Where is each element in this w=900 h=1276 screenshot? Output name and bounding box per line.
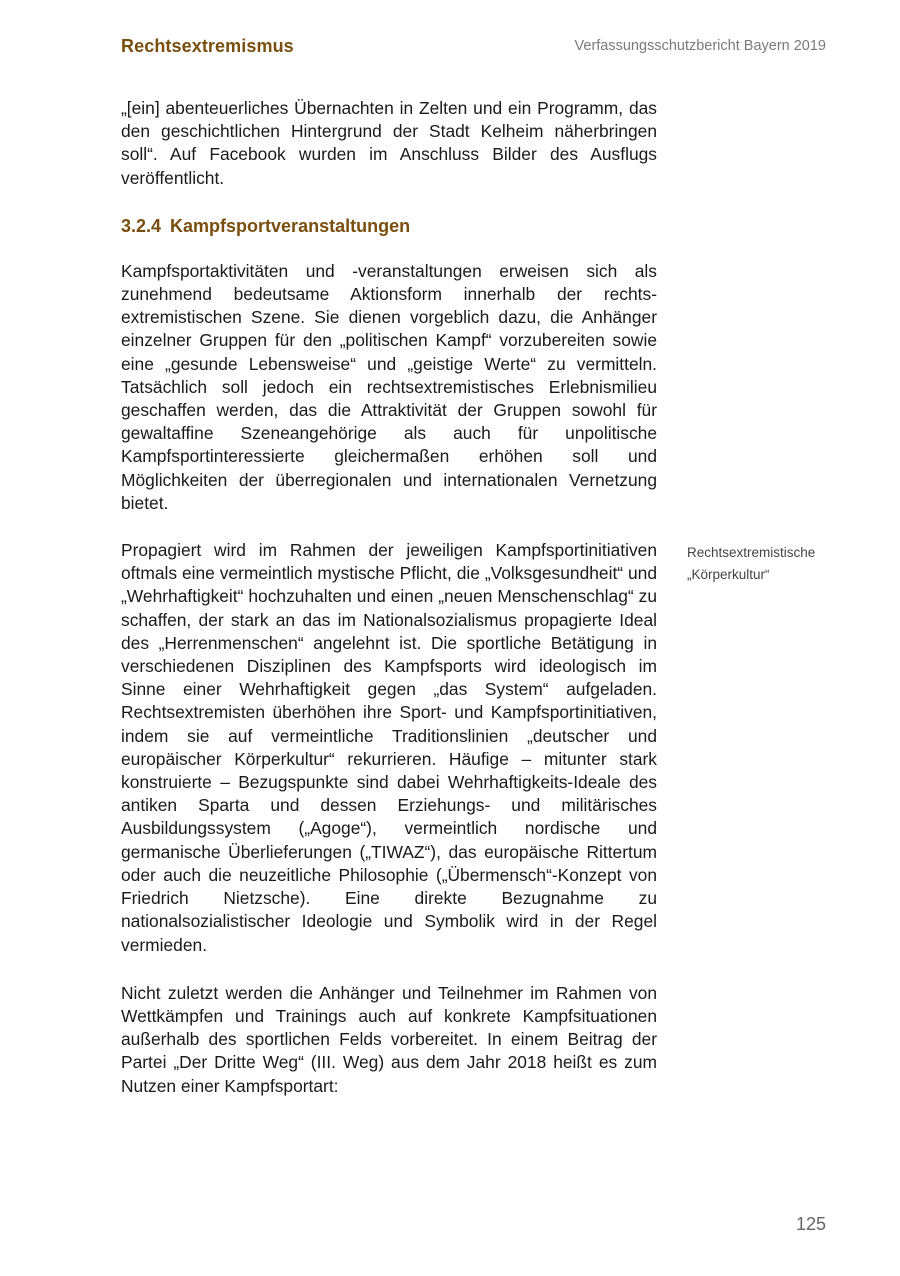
paragraph-1: Kampfsportaktivitäten und -veranstaltungen erweisen sich als zunehmend bedeutsame Aktionsform innerhalb der rechtsextremistischen Szene. Sie dienen vorgeblich dazu, die Anhänger einzelner Gruppen für den „politischen Kampf“ vorzubereiten sowie eine „gesunde Lebensweise“ und „geistige Werte“ zu vermitteln. Tatsächlich soll jedoch ein rechtsextremistisches Erlebnismilieu geschaffen werden, das die Attraktivität der Gruppen sowohl für gewaltaffine Szeneangehörige als auch für unpolitische Kampfsportinteressierte gleichermaßen erhöhen soll und Möglichkeiten der überregionalen und internationalen Vernetzung bietet.	[121, 260, 657, 513]
running-header-section: Rechtsextremismus	[121, 36, 294, 56]
paragraph-2: Propagiert wird im Rahmen der jeweiligen Kampfsportinitiativen oftmals eine vermeintlich mystische Pflicht, die „Volksgesundheit“ und „Wehrhaftigkeit“ hochzuhalten und einen „neuen Menschenschlag“ zu schaffen, der stark an das im Nationalsozialismus propagierte Ideal des „Herrenmenschen“ angelehnt ist. Die sportliche Betätigung in verschiedenen Disziplinen des Kampfsports wird ideologisch im Sinne einer Wehrhaftigkeit gegen „das System“ aufgeladen. Rechtsextremisten überhöhen ihre Sport- und Kampfsportinitiativen, indem sie auf vermeintliche Traditionslinien „deutscher und europäischer Körperkultur“ rekurrieren. Häufige – mitunter stark konstruierte – Bezugspunkte sind dabei Wehrhaftigkeits-Ideale des antiken Sparta und dessen Erziehungs- und militärisches Ausbildungssystem („Agoge“), vermeintlich nordische und germanische Überlieferungen („TIWAZ“), das europäische Rittertum oder auch die neuzeitliche Philosophie („Übermensch“-Konzept von Friedrich Nietzsche). Eine direkte Bezugnahme zu nationalsozialistischer Ideologie und Symbolik wird in der Regel vermieden.	[121, 540, 657, 955]
paragraph-3: Nicht zuletzt werden die Anhänger und Teilnehmer im Rahmen von Wettkämpfen und Trainings auch auf konkrete Kampfsituationen außerhalb des sportlichen Felds vorbereitet. In einem Beitrag der Partei „Der Dritte Weg“ (III. Weg) aus dem Jahr 2018 heißt es zum Nutzen einer Kampfsportart:	[121, 982, 657, 1096]
margin-note-line-2: „Körperkultur“	[687, 567, 770, 582]
section-heading: 3.2.4 Kampfsportveranstaltungen	[121, 215, 411, 236]
main-text-column	[121, 97, 657, 1098]
paragraph-intro: „[ein] abenteuerliches Übernachten in Zelten und ein Programm, das den geschichtlichen Hintergrund der Stadt Kelheim näherbringen soll“. Auf Facebook wurden im Anschluss Bilder des Ausflugs veröffentlicht.	[121, 98, 657, 188]
running-header-report-title: Verfassungsschutzbericht Bayern 2019	[574, 38, 826, 54]
page-number: 125	[795, 1214, 826, 1234]
margin-note-line-1: Rechtsextremistische	[687, 545, 816, 560]
margin-note	[687, 542, 847, 586]
